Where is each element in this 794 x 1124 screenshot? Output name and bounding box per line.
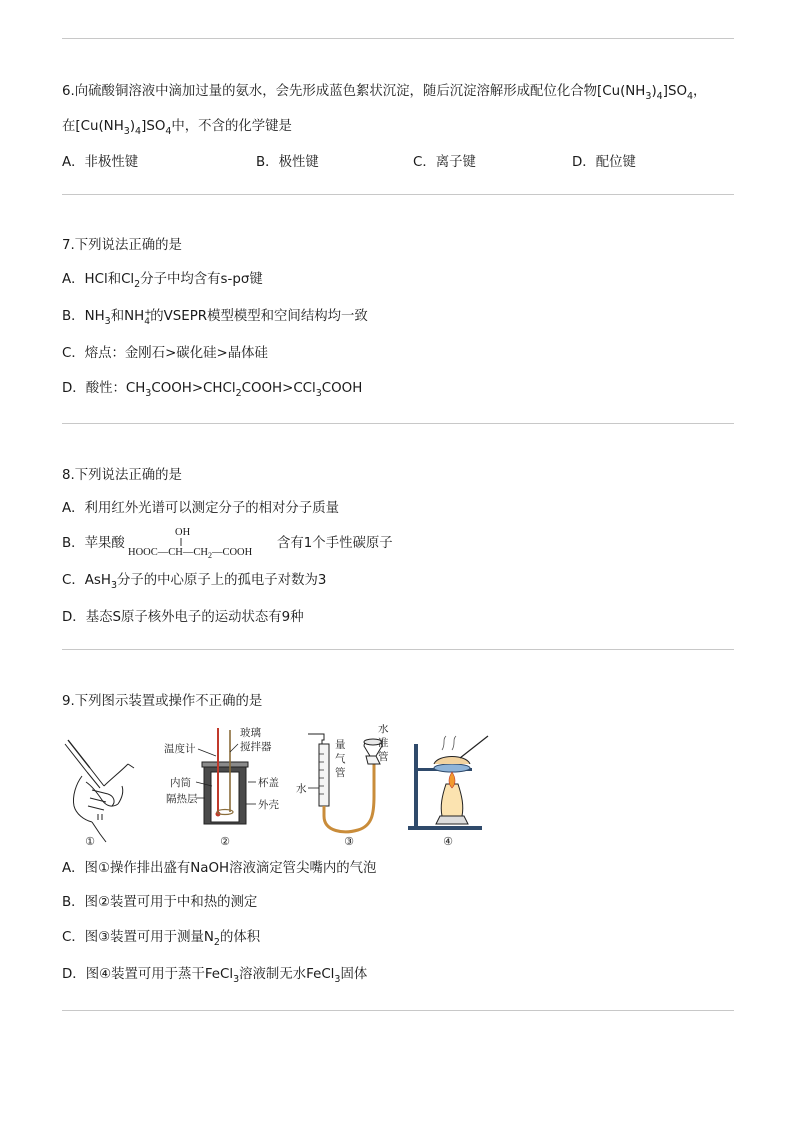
label-lid: 杯盖 — [258, 777, 279, 789]
label-gas-tube-1: 量 — [335, 739, 346, 751]
q9-option-a[interactable]: A．图①操作排出盛有NaOH溶液滴定管尖嘴内的气泡 — [62, 861, 377, 876]
q8-stem: 8.下列说法正确的是 — [62, 468, 182, 483]
q6-stem-line2: 在$[Cu(NH_3)_4]SO_4$中，不含的化学键是 — [62, 119, 292, 137]
label-gas-tube-2: 气 — [335, 753, 346, 765]
figure-number-4: ④ — [443, 835, 453, 848]
malic-acid-structure — [128, 524, 274, 560]
burette-hand-illustration — [65, 740, 134, 842]
label-shell: 外壳 — [258, 799, 279, 811]
q9-apparatus-figure — [62, 724, 492, 850]
q8-option-b-label[interactable]: B．苹果酸 — [62, 536, 125, 551]
figure-number-2: ② — [220, 835, 230, 848]
figure-number-1: ① — [85, 835, 95, 848]
q8-option-c[interactable]: C．AsH$_3$分子的中心原子上的孤电子对数为3 — [62, 573, 327, 591]
q7-option-b[interactable]: B．$NH_3$和NH + 4 的VSEPR模型模型和空间结构均一致 — [62, 308, 368, 327]
q7-option-d[interactable]: D．酸性：$CH_3COOH>CHCl_2COOH>CCl_3COOH$ — [62, 381, 363, 399]
divider-q8 — [62, 649, 734, 650]
q6-option-c[interactable]: C．离子键 — [413, 155, 476, 170]
label-gas-tube-3: 管 — [335, 767, 346, 779]
q7-stem: 7.下列说法正确的是 — [62, 238, 182, 253]
divider-top — [62, 38, 734, 39]
q6-option-a[interactable]: A．非极性键 — [62, 155, 139, 170]
label-insulation: 隔热层 — [166, 793, 198, 805]
label-water: 水 — [296, 783, 307, 795]
q9-option-d[interactable]: D．图④装置可用于蒸干FeCl$_3$溶液制无水FeCl$_3$固体 — [62, 967, 368, 985]
label-thermometer: 温度计 — [164, 743, 196, 755]
apparatus-drawing — [62, 724, 492, 850]
q6-option-d[interactable]: D．配位键 — [572, 155, 636, 170]
q9-option-b[interactable]: B．图②装置可用于中和热的测定 — [62, 895, 258, 910]
q7-option-a[interactable]: A．HCl和$Cl_2$分子中均含有s-pσ键 — [62, 272, 263, 290]
evaporation-illustration — [408, 736, 488, 830]
q9-stem: 9.下列图示装置或操作不正确的是 — [62, 694, 263, 709]
malic-acid-formula — [128, 524, 274, 560]
label-glass: 玻璃 — [240, 727, 261, 739]
q8-option-a[interactable]: A．利用红外光谱可以测定分子的相对分子质量 — [62, 501, 339, 516]
label-level-tube-2: 准 — [378, 737, 389, 749]
divider-q7 — [62, 423, 734, 424]
q9-option-c[interactable]: C．图③装置可用于测量$N_2$的体积 — [62, 930, 261, 948]
q7-option-c[interactable]: C．熔点：金刚石>碳化硅>晶体硅 — [62, 346, 268, 361]
label-inner-cylinder: 内筒 — [170, 777, 191, 789]
label-stirrer: 搅拌器 — [240, 741, 272, 753]
label-level-tube-1: 水 — [378, 724, 389, 735]
figure-number-3: ③ — [344, 835, 354, 848]
label-level-tube-3: 管 — [378, 751, 389, 763]
formula-main: $HOOC—CH—CH_2—COOH$ — [128, 547, 253, 560]
formula-oh: OH — [175, 527, 191, 538]
divider-q6 — [62, 194, 734, 195]
q8-option-b-tail: 含有1个手性碳原子 — [277, 536, 393, 551]
q6-option-b[interactable]: B．极性键 — [256, 155, 319, 170]
divider-q9 — [62, 1010, 734, 1011]
q8-option-d[interactable]: D．基态S原子核外电子的运动状态有9种 — [62, 610, 304, 625]
q6-stem: 6.向硫酸铜溶液中滴加过量的氨水，会先形成蓝色絮状沉淀，随后沉淀溶解形成配位化合物$[Cu(NH_3)_4]SO_4$， — [62, 84, 707, 102]
